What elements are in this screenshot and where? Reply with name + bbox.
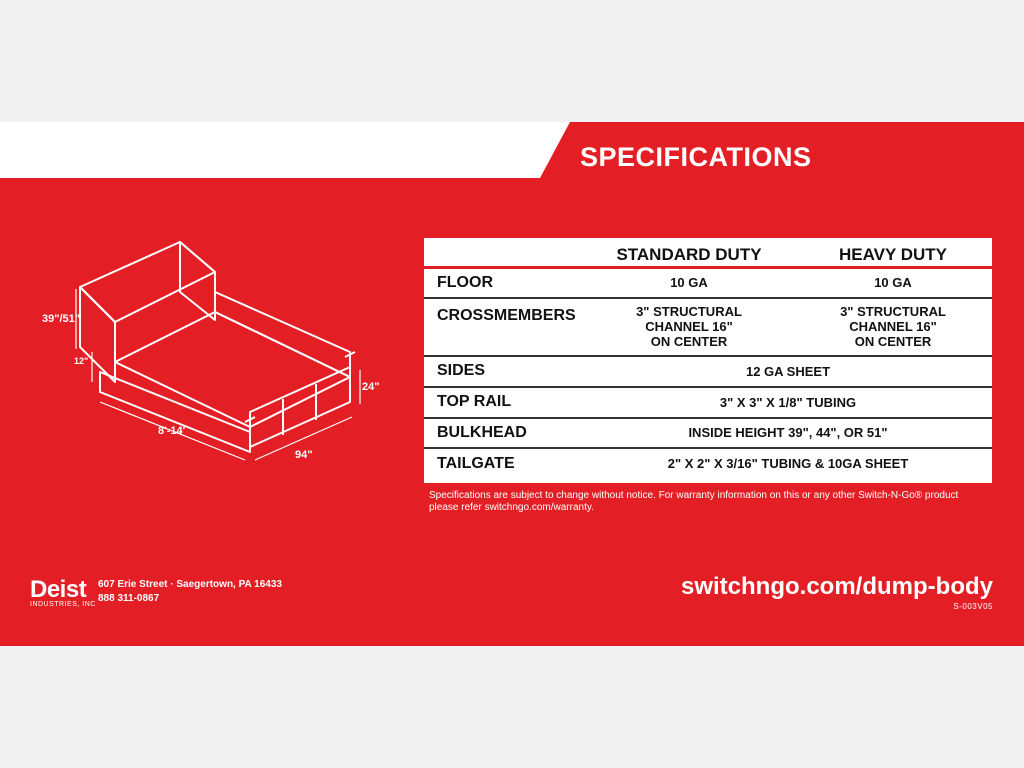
dim-side-height: 12" [74, 356, 89, 366]
phone-number: 888 311-0867 [98, 593, 160, 604]
spec-sheet [0, 122, 1024, 646]
deist-logo [30, 576, 96, 608]
website-link[interactable]: switchngo.com/dump-body [681, 573, 993, 600]
document-code: S-003V05 [953, 602, 993, 611]
shared-value: 12 GA SHEET [584, 356, 992, 387]
disclaimer-note: Specifications are subject to change without notice. For warranty information on this or any other Switch-N-Go® product please refer switchngo.com/warranty. [429, 490, 959, 513]
logo-text: Deist [30, 576, 87, 603]
company-address [98, 578, 282, 606]
spec-table-panel [424, 238, 992, 483]
standard-value: 3" STRUCTURAL CHANNEL 16" ON CENTER [584, 298, 794, 356]
shared-value: INSIDE HEIGHT 39", 44", OR 51" [584, 418, 992, 448]
street-address: 607 Erie Street · Saegertown, PA 16433 [98, 579, 282, 590]
header-heavy-duty: HEAVY DUTY [838, 245, 947, 264]
table-row [424, 356, 992, 387]
heavy-value: 3" STRUCTURAL CHANNEL 16" ON CENTER [794, 298, 992, 356]
row-label: TAILGATE [437, 454, 515, 472]
table-row [424, 448, 992, 479]
header-white-band [0, 122, 1024, 178]
spec-table [424, 238, 992, 479]
dim-height: 39"/51" [42, 313, 80, 325]
dim-width: 94" [295, 449, 313, 461]
shared-value: 2" X 2" X 3/16" TUBING & 10GA SHEET [667, 456, 909, 471]
dump-body-illustration [30, 232, 390, 472]
logo-subtext: INDUSTRIES, INC [30, 601, 96, 608]
standard-value: 10 GA [584, 268, 794, 298]
row-label: SIDES [424, 356, 584, 387]
table-row [424, 387, 992, 418]
table-row [424, 268, 992, 298]
page-title: SPECIFICATIONS [580, 142, 812, 172]
dim-tailgate-height: 24" [362, 381, 380, 393]
row-label: FLOOR [424, 268, 584, 298]
row-label: BULKHEAD [424, 418, 584, 448]
spec-header-row [424, 238, 992, 268]
heavy-value: 10 GA [794, 268, 992, 298]
header-blank [424, 238, 584, 268]
table-row [424, 298, 992, 356]
dim-length: 8'-14' [158, 425, 186, 437]
row-label: TOP RAIL [424, 387, 584, 418]
shared-value: 3" X 3" X 1/8" TUBING [584, 387, 992, 418]
table-row [424, 418, 992, 448]
header-standard-duty: STANDARD DUTY [616, 245, 762, 264]
row-label: CROSSMEMBERS [424, 298, 584, 356]
